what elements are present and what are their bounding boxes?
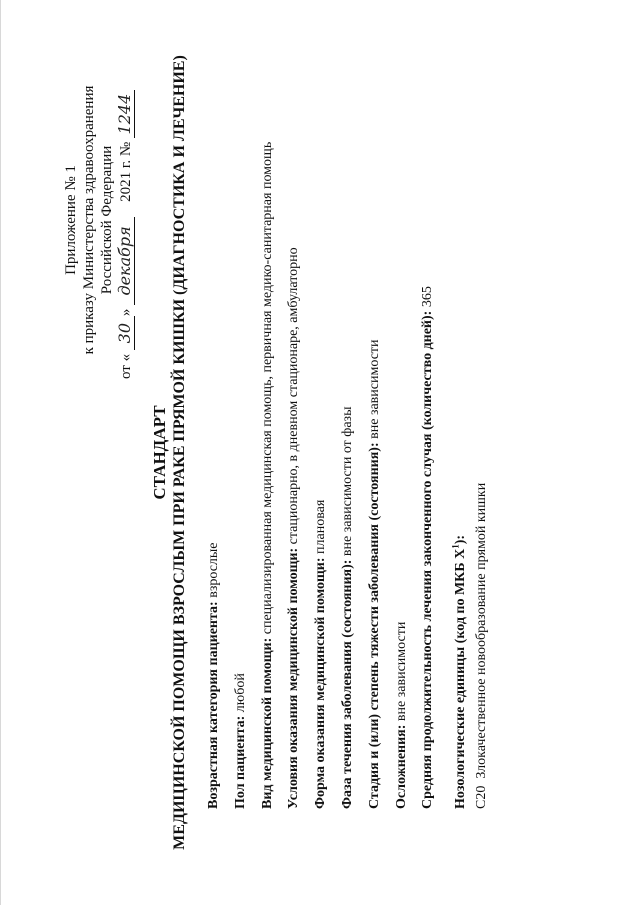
appendix-number: Приложение № 1	[63, 165, 79, 275]
order-date-line: от « 30» декабря 2021 г. № 1244	[116, 55, 135, 385]
field-disease-stage	[366, 49, 393, 809]
order-country: Российской Федерации	[99, 145, 115, 295]
field-label: Стадия и (или) степень тяжести заболевания (состояния):	[366, 442, 382, 809]
field-disease-phase	[339, 49, 366, 809]
standard-fields	[205, 49, 500, 809]
diagnosis-text: Злокачественное новообразование прямой кишки	[473, 482, 489, 779]
field-label: Пол пациента:	[232, 715, 248, 809]
footnote-marker: 1	[450, 544, 461, 549]
document-title	[150, 0, 190, 905]
field-label: Вид медицинской помощи:	[259, 637, 275, 809]
date-prefix: от	[118, 365, 134, 379]
field-value: специализированная медицинская помощь, первичная медико-санитарная помощь	[259, 141, 275, 638]
field-value: любой	[232, 673, 248, 716]
handwritten-month: декабря	[116, 217, 135, 305]
handwritten-day: 30	[116, 316, 135, 350]
field-nosology	[446, 49, 473, 809]
order-ministry: к приказу Министерства здравоохранения	[81, 85, 97, 355]
field-label: Средняя продолжительность лечения законченного случая (количество дней):	[420, 310, 436, 809]
field-age-category	[205, 49, 232, 809]
order-year-text: 2021 г. №	[118, 141, 134, 202]
field-care-form	[312, 49, 339, 809]
field-label: Фаза течения заболевания (состояния):	[339, 559, 355, 809]
diagnosis-row	[473, 49, 500, 809]
field-care-type	[259, 49, 286, 809]
title-subject: МЕДИЦИНСКОЙ ПОМОЩИ ВЗРОСЛЫМ ПРИ РАКЕ ПРЯМОЙ КИШКИ (ДИАГНОСТИКА И ЛЕЧЕНИЕ)	[171, 55, 188, 850]
field-value: плановая	[313, 499, 329, 558]
field-complications	[393, 49, 420, 809]
handwritten-order-number: 1244	[116, 90, 135, 138]
date-quote: »	[118, 308, 134, 317]
field-value: вне зависимости	[393, 621, 409, 725]
field-label: Осложнения:	[393, 724, 409, 809]
icd-code: C20	[473, 785, 489, 809]
nosology-label	[450, 534, 468, 809]
field-label: Условия оказания медицинской помощи:	[286, 547, 302, 809]
field-value: стационарно, в дневном стационаре, амбулаторно	[286, 247, 302, 548]
field-sex	[232, 49, 259, 809]
title-standard: СТАНДАРТ	[150, 405, 169, 500]
field-care-conditions	[285, 49, 312, 809]
field-value: взрослые	[206, 542, 221, 602]
field-value: вне зависимости	[366, 339, 382, 443]
field-label: Форма оказания медицинской помощи:	[313, 557, 329, 809]
nosology-label-end: ):	[452, 534, 468, 545]
field-treatment-duration	[419, 49, 446, 809]
field-value: вне зависимости от фазы	[339, 406, 355, 560]
field-label: Возрастная категория пациента:	[206, 601, 221, 809]
nosology-label-text: Нозологические единицы (код по МКБ X	[452, 548, 468, 809]
approval-block	[62, 55, 135, 385]
field-value: 365	[420, 286, 436, 311]
